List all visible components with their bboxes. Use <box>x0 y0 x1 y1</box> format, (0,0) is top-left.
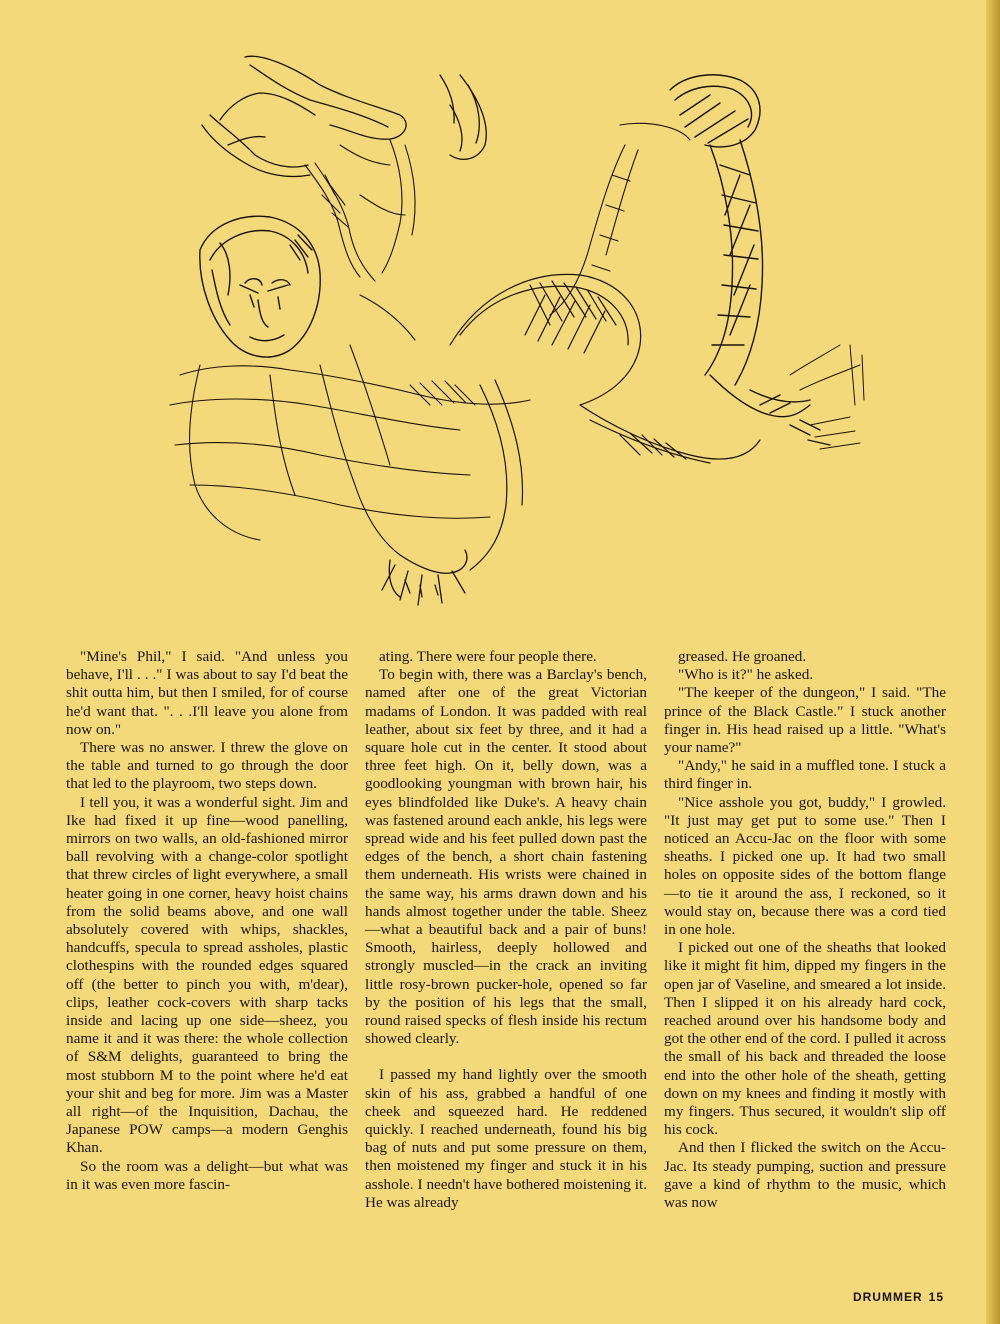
page-number: 15 <box>928 1290 944 1304</box>
leg-sketch <box>450 274 760 570</box>
paragraph: "Who is it?" he asked. <box>678 666 814 684</box>
paragraph: I passed my hand lightly over the smooth skin of his ass, grabbed a handful of one cheek and squeezed hard. He reddened quickly. I reached underneath, found his big bag of nuts and put some pressure on them, then moistened my finger and stuck it in his asshole. I needn't have bothered moistening it. He was already <box>365 1066 647 1211</box>
arm-sketch <box>305 140 415 281</box>
column-2 <box>365 648 647 1260</box>
column-3 <box>664 648 946 1260</box>
left-fist-sketch <box>202 56 486 176</box>
column-1 <box>66 648 348 1260</box>
article-columns <box>66 648 946 1260</box>
paragraph: "Mine's Phil," I said. "And unless you behave, I'll . . ." I was about to say I'd beat the shit outta him, but then I smiled, for of course he'd want that. ". . .I'll leave you alone from now on." <box>66 648 348 738</box>
paragraph: So the room was a delight—but what was in it was even more fascin- <box>66 1157 348 1193</box>
magazine-name: DRUMMER <box>852 1290 923 1304</box>
paragraph: To begin with, there was a Barclay's bench, named after one of the great Victorian madams of London. It was padded with real leather, about six feet by three, and it had a square hole cut in the center. It stood about three feet high. On it, belly down, was a goodlooking youngman with brown hair, his eyes blindfolded like Duke's. A heavy chain was fastened around each ankle, his legs were spread wide and his feet pulled down past the edges of the bench, a short chain fastening them underneath. His wrists were chained in the same way, his arms drawn down and his hands almost together under the table. Sheez—what a beautiful back and a pair of buns! Smooth, hairless, deeply hollowed and strongly muscled—in the crack an inviting little rosy-brown pucker-hole, opened so far by the position of his legs that the small, round raised specks of flesh inside his rectum showed clearly. <box>365 666 647 1048</box>
chain-sketch <box>790 345 864 449</box>
paragraph: "The keeper of the dungeon," I said. "The prince of the Black Castle." I stuck another finger in. His head raised up a little. "What's your name?" <box>664 684 946 757</box>
right-arm-sketch <box>670 75 830 445</box>
paragraph: And then I flicked the switch on the Accu-Jac. Its steady pumping, suction and pressure gave a kind of rhythm to the music, which was now <box>664 1139 946 1212</box>
paragraph: There was no answer. I threw the glove on the table and turned to go through the door that led to the playroom, two steps down. <box>66 739 348 793</box>
head-sketch <box>200 216 320 357</box>
paragraph: greased. He groaned. <box>678 648 807 665</box>
paragraph: "Andy," he said in a muffled tone. I stuck a third finger in. <box>664 757 946 793</box>
page-footer <box>853 1290 944 1304</box>
ink-illustration <box>150 45 910 625</box>
paragraph: ating. There were four people there. <box>379 648 597 665</box>
page-edge <box>986 0 1000 1324</box>
paragraph: I tell you, it was a wonderful sight. Jim and Ike had fixed it up fine—wood panelling, mirrors on two walls, an old-fashioned mirror ball revolving with a change-color spotlight that threw circles of light everywhere, a small heater going in one corner, heavy hoist chains from the solid beams above, and one wall absolutely covered with whips, shackles, handcuffs, specula to spread assholes, plastic clothespins with the rounded edges squared off (the better to pinch you with, m'dear), clips, leather cock-covers with sharp tacks inside and lacing up one side—sheez, you name it and it was there: the whole collection of S&M delights, guaranteed to bring the most stubborn M to the point where he'd eat your shit and beg for more. Jim was a Master all right—of the Inquisition, Dachau, the Japanese POW camps—a modern Genghis Khan. <box>66 793 348 1157</box>
paragraph: "Nice asshole you got, buddy," I growled. "It just may get put to some use." Then I noticed an Accu-Jac on the floor with some sheaths. I picked one up. It had two small holes on opposite sides of the bottom flange—to tie it around the ass, I reckoned, so it would stay on, because there was a cord tied in one hole. <box>664 793 946 939</box>
torso-sketch <box>170 295 530 555</box>
bottom-hand-sketch <box>382 550 467 605</box>
paragraph: I picked out one of the sheaths that looked like it might fit him, dipped my fingers in the open jar of Vaseline, and smeared a lot inside. Then I slipped it on his already hard cock, reached around over his handsome body and got the other end of the cord. I pulled it across the small of his back and threaded the loose end into the other hole of the sheath, getting down on my knees and finding it mostly with my fingers. Thus secured, it wouldn't slip off his cock. <box>664 939 946 1139</box>
